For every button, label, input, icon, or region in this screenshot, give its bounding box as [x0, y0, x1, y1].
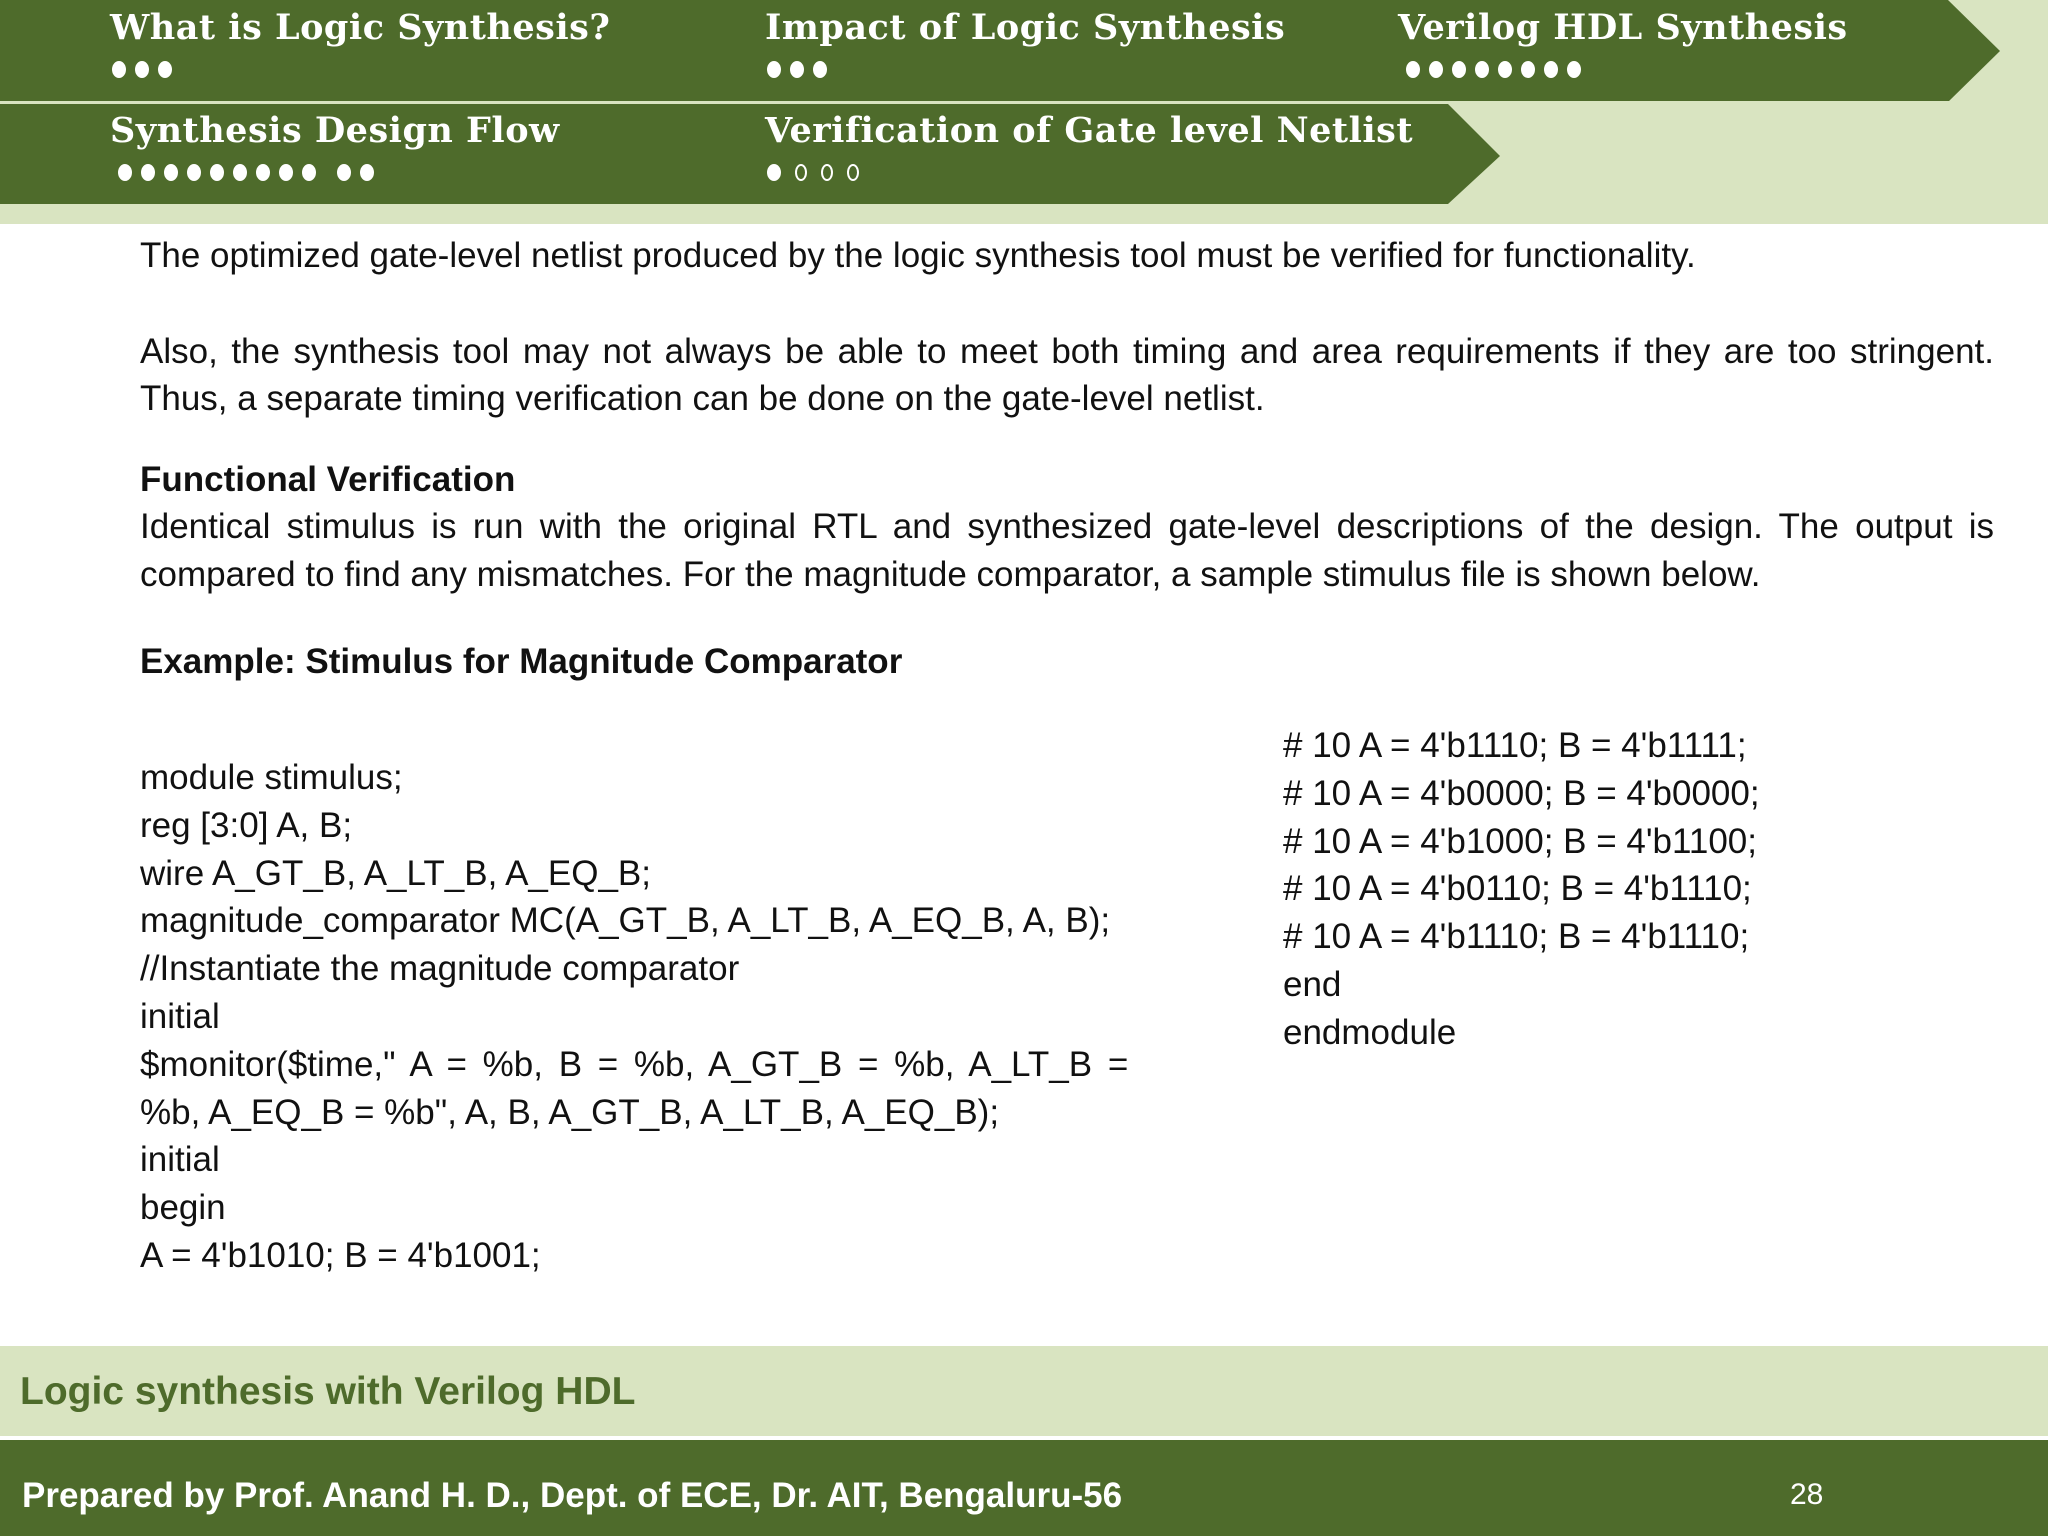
progress-dot-current[interactable]	[767, 164, 781, 181]
code-line: begin	[140, 1188, 226, 1228]
progress-dot[interactable]	[158, 61, 172, 78]
paragraph-functional-verification: Identical stimulus is run with the original RTL and synthesized gate-level descriptions of the design. The output is compared to find any mismatches. For the magnitude comparator, a sample stimulus file is shown below.	[140, 507, 1994, 594]
presentation-title: Logic synthesis with Verilog HDL	[20, 1370, 636, 1413]
progress-dot[interactable]	[847, 164, 859, 181]
code-line: # 10 A = 4'b0110; B = 4'b1110;	[1283, 869, 1752, 909]
footer-band	[0, 1440, 2048, 1536]
progress-dot[interactable]	[767, 61, 781, 78]
code-line: //Instantiate the magnitude comparator	[140, 949, 740, 989]
slide-body	[140, 232, 1994, 686]
progress-dot[interactable]	[112, 61, 126, 78]
nav-progress-dots	[767, 164, 1413, 181]
code-line: end	[1283, 964, 1342, 1004]
code-block-left	[140, 754, 1130, 1280]
progress-dot[interactable]	[1429, 61, 1443, 78]
paragraph-timing: Also, the synthesis tool may not always be able to meet both timing and area requirements if they are too stringent. Thus, a separate timing verification can be done on the gate-level netlist.	[140, 331, 1994, 418]
code-line: wire A_GT_B, A_LT_B, A_EQ_B;	[140, 853, 652, 893]
progress-dot[interactable]	[256, 164, 270, 181]
code-line: initial	[140, 996, 220, 1036]
code-line: A = 4'b1010; B = 4'b1001;	[140, 1235, 541, 1275]
nav-progress-dots	[112, 61, 610, 78]
heading-example: Example: Stimulus for Magnitude Comparator	[140, 642, 903, 681]
nav-item-title: Impact of Logic Synthesis	[765, 7, 1286, 48]
author-credit: Prepared by Prof. Anand H. D., Dept. of ECE, Dr. AIT, Bengaluru-56	[22, 1476, 1123, 1515]
progress-dot[interactable]	[795, 164, 807, 181]
progress-dot[interactable]	[360, 164, 374, 181]
nav-item-title: Synthesis Design Flow	[110, 110, 560, 151]
code-line: module stimulus;	[140, 758, 403, 797]
code-line: initial	[140, 1140, 220, 1180]
progress-dot[interactable]	[790, 61, 804, 78]
progress-dot[interactable]	[1498, 61, 1512, 78]
nav-item-what-is-logic-synthesis[interactable]	[110, 7, 611, 78]
slide-number: 28	[1790, 1478, 1824, 1511]
progress-dot[interactable]	[1475, 61, 1489, 78]
progress-dot[interactable]	[302, 164, 316, 181]
nav-item-synthesis-design-flow[interactable]	[110, 110, 560, 181]
code-line: $monitor($time," A = %b, B = %b, A_GT_B = %b, A_LT_B =	[140, 1044, 1129, 1084]
progress-dot[interactable]	[813, 61, 827, 78]
code-line: # 10 A = 4'b1110; B = 4'b1110;	[1283, 917, 1750, 957]
footer-title-band	[0, 1346, 2048, 1436]
nav-progress-dots	[118, 164, 560, 181]
progress-dot[interactable]	[135, 61, 149, 78]
progress-dot[interactable]	[1452, 61, 1466, 78]
progress-dot[interactable]	[1406, 61, 1420, 78]
nav-item-verilog-hdl-synthesis[interactable]	[1398, 7, 1848, 78]
code-line: # 10 A = 4'b1110; B = 4'b1111;	[1283, 726, 1747, 765]
nav-item-title: Verilog HDL Synthesis	[1398, 7, 1848, 48]
progress-dot[interactable]	[1567, 61, 1581, 78]
section-navigation	[0, 0, 2048, 224]
code-line: # 10 A = 4'b0000; B = 4'b0000;	[1283, 773, 1760, 813]
progress-dot[interactable]	[164, 164, 178, 181]
progress-dot[interactable]	[1521, 61, 1535, 78]
code-block-right	[1283, 722, 1883, 1057]
progress-dot[interactable]	[118, 164, 132, 181]
progress-dot[interactable]	[187, 164, 201, 181]
nav-item-impact-of-logic-synthesis[interactable]	[765, 7, 1286, 78]
progress-dot[interactable]	[141, 164, 155, 181]
code-line: # 10 A = 4'b1000; B = 4'b1100;	[1283, 821, 1757, 861]
progress-dot[interactable]	[1544, 61, 1558, 78]
nav-progress-dots	[1406, 61, 1848, 78]
code-line: reg [3:0] A, B;	[140, 805, 353, 845]
code-line: magnitude_comparator MC(A_GT_B, A_LT_B, A_EQ_B, A, B);	[140, 901, 1111, 941]
nav-progress-dots	[767, 61, 1285, 78]
progress-dot[interactable]	[210, 164, 224, 181]
code-line: endmodule	[1283, 1012, 1457, 1052]
progress-dot[interactable]	[233, 164, 247, 181]
nav-item-title: What is Logic Synthesis?	[110, 7, 611, 48]
paragraph-intro: The optimized gate-level netlist produced by the logic synthesis tool must be verified for functionality.	[140, 236, 1696, 275]
nav-item-title: Verification of Gate level Netlist	[765, 110, 1414, 151]
progress-dot[interactable]	[337, 164, 351, 181]
progress-dot[interactable]	[279, 164, 293, 181]
heading-functional-verification: Functional Verification	[140, 459, 516, 499]
progress-dot[interactable]	[821, 164, 833, 181]
nav-item-verification-of-gate-level-netlist[interactable]	[765, 110, 1414, 181]
code-line: %b, A_EQ_B = %b", A, B, A_GT_B, A_LT_B, A_EQ_B);	[140, 1092, 1000, 1132]
